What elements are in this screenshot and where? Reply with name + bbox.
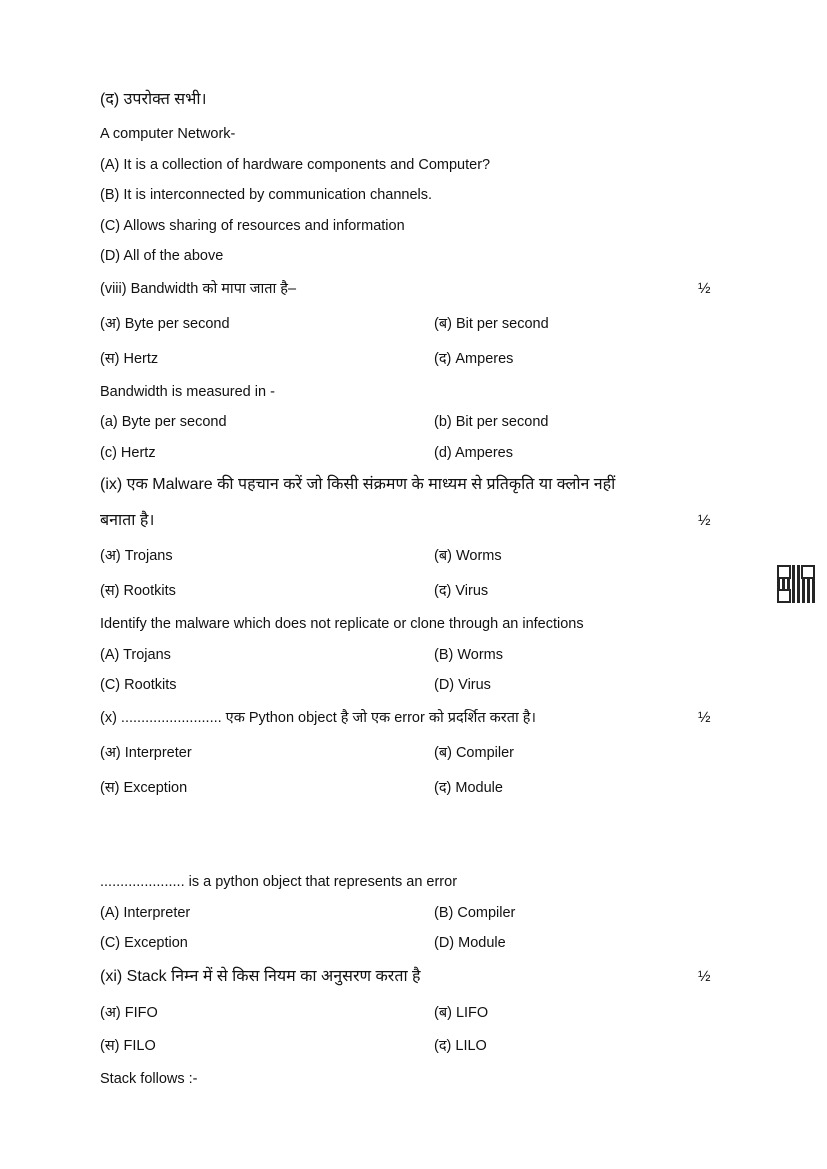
q10-hi-option-a: (अ) Interpreter: [100, 745, 192, 761]
network-option-b: (B) It is interconnected by communication channels.: [100, 187, 433, 203]
q9-en-option-a: (A) Trojans: [100, 647, 171, 663]
q8-hi-option-b: (ब) Bit per second: [434, 316, 549, 332]
q9-en-option-c: (C) Rootkits: [100, 677, 177, 693]
q8-hi-option-c: (स) Hertz: [100, 351, 159, 367]
question-9-hindi-cont: बनाता है।: [100, 512, 155, 529]
question-8-english: Bandwidth is measured in -: [100, 384, 275, 400]
q9-hi-option-b: (ब) Worms: [434, 548, 502, 564]
q11-hi-option-a: (अ) FIFO: [100, 1005, 158, 1021]
q11-hi-option-b: (ब) LIFO: [434, 1005, 489, 1021]
q9-en-option-b: (B) Worms: [434, 647, 504, 663]
question-10-mark: ½: [698, 709, 711, 726]
q10-en-option-d: (D) Module: [434, 935, 506, 951]
q8-hi-option-a: (अ) Byte per second: [100, 316, 230, 332]
q10-en-option-a: (A) Interpreter: [100, 905, 191, 921]
q10-hi-option-b: (ब) Compiler: [434, 745, 514, 761]
network-option-c: (C) Allows sharing of resources and information: [100, 218, 405, 234]
question-11-english: Stack follows :-: [100, 1071, 198, 1087]
q8-en-option-b: (b) Bit per second: [434, 414, 549, 430]
q9-en-option-d: (D) Virus: [434, 677, 491, 693]
q10-en-option-b: (B) Compiler: [434, 905, 516, 921]
network-option-a: (A) It is a collection of hardware components and Computer?: [100, 157, 491, 173]
q10-hi-option-c: (स) Exception: [100, 780, 188, 796]
q11-hi-option-d: (द) LILO: [434, 1038, 487, 1054]
q10-en-option-c: (C) Exception: [100, 935, 188, 951]
question-10-english: ..................... is a python object that represents an error: [100, 874, 458, 890]
question-8-hindi: (viii) Bandwidth को मापा जाता है–: [100, 281, 297, 297]
q8-hi-option-d: (द) Amperes: [434, 351, 514, 367]
question-9-english: Identify the malware which does not replicate or clone through an infections: [100, 616, 584, 632]
qr-code: [777, 565, 815, 603]
q8-en-option-a: (a) Byte per second: [100, 414, 227, 430]
q9-hi-option-c: (स) Rootkits: [100, 583, 176, 599]
question-10-hindi: (x) ......................... एक Python object है जो एक error को प्रदर्शित करता है।: [100, 710, 536, 726]
network-option-d: (D) All of the above: [100, 248, 224, 264]
question-9-mark: ½: [698, 512, 711, 529]
question-11-mark: ½: [698, 968, 711, 985]
q8-en-option-d: (d) Amperes: [434, 445, 513, 461]
option-d-hindi-all: (द) उपरोक्त सभी।: [100, 91, 207, 108]
question-8-mark: ½: [698, 280, 711, 297]
q9-hi-option-d: (द) Virus: [434, 583, 489, 599]
network-heading: A computer Network-: [100, 126, 236, 142]
q10-hi-option-d: (द) Module: [434, 780, 503, 796]
q8-en-option-c: (c) Hertz: [100, 445, 156, 461]
q9-hi-option-a: (अ) Trojans: [100, 548, 173, 564]
question-9-hindi: (ix) एक Malware की पहचान करें जो किसी संक्रमण के माध्यम से प्रतिकृति या क्लोन नहीं: [100, 476, 616, 493]
question-11-hindi: (xi) Stack निम्न में से किस नियम का अनुसरण करता है: [100, 968, 421, 985]
q11-hi-option-c: (स) FILO: [100, 1038, 156, 1054]
